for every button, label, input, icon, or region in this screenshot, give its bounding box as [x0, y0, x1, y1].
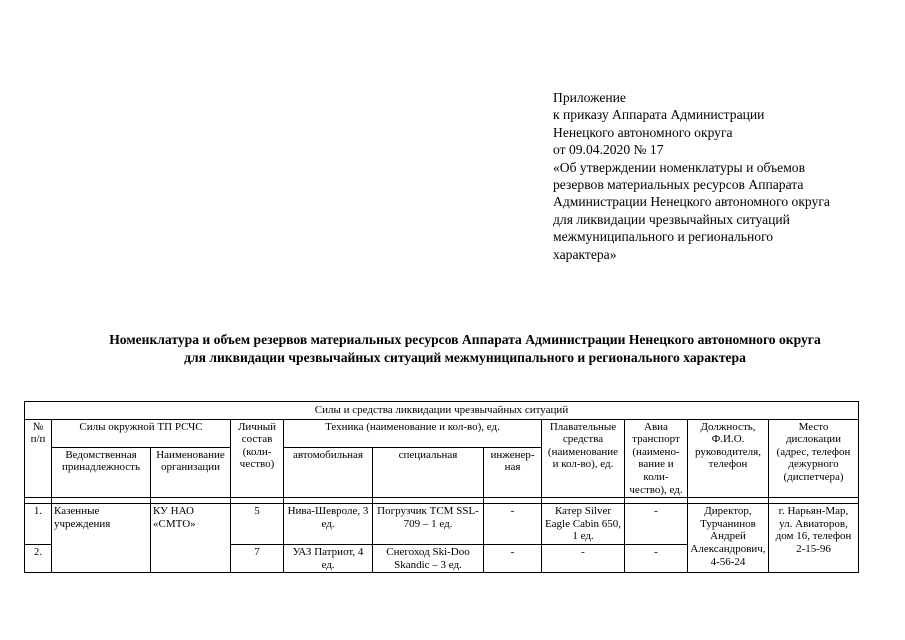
- header-engineering: инженер- ная: [484, 447, 542, 498]
- appendix-line: характера»: [553, 246, 617, 262]
- appendix-line: межмуниципального и регионального: [553, 229, 774, 245]
- air-cell: -: [625, 504, 688, 545]
- header-technique: Техника (наименование и кол-во), ед.: [284, 419, 542, 447]
- floating-cell: Катер Silver Eagle Cabin 650, 1 ед.: [542, 504, 625, 545]
- appendix-line: от 09.04.2020 № 17: [553, 142, 664, 158]
- air-cell: -: [625, 544, 688, 572]
- engineering-cell: -: [484, 544, 542, 572]
- row-number: 1.: [25, 504, 52, 545]
- header-air: Авиа транспорт (наимено- вание и коли- чество), ед.: [625, 419, 688, 498]
- header-position: Должность, Ф.И.О. руководителя, телефон: [688, 419, 769, 498]
- location-cell: г. Нарьян-Мар, ул. Авиаторов, дом 16, телефон 2-15-96: [769, 504, 859, 573]
- special-cell: Снегоход Ski-Doo Skandic – 3 ед.: [373, 544, 484, 572]
- appendix-line: для ликвидации чрезвычайных ситуаций: [553, 211, 790, 227]
- appendix-line: Ненецкого автономного округа: [553, 124, 733, 140]
- header-forces: Силы окружной ТП РСЧС: [52, 419, 231, 447]
- organization-cell: КУ НАО «СМТО»: [151, 504, 231, 573]
- header-location: Место дислокации (адрес, телефон дежурного (диспетчера): [769, 419, 859, 498]
- automobile-cell: УАЗ Патриот, 4 ед.: [284, 544, 373, 572]
- header-staff: Личный состав (коли- чество): [231, 419, 284, 498]
- title-line-1: Номенклатура и объем резервов материальных ресурсов Аппарата Администрации Ненецкого автономного округа: [109, 332, 821, 347]
- appendix-line: Приложение: [553, 90, 626, 105]
- engineering-cell: -: [484, 504, 542, 545]
- appendix-line: резервов материальных ресурсов Аппарата: [553, 177, 804, 193]
- document-title: [40, 331, 890, 367]
- header-number: № п/п: [25, 419, 52, 498]
- title-line-2: для ликвидации чрезвычайных ситуаций межмуниципального и регионального характера: [184, 350, 746, 365]
- header-department: Ведомственная принадлежность: [52, 447, 151, 498]
- floating-cell: -: [542, 544, 625, 572]
- automobile-cell: Нива-Шевроле, 3 ед.: [284, 504, 373, 545]
- header-special: специальная: [373, 447, 484, 498]
- row-number: 2.: [25, 544, 52, 572]
- appendix-line: «Об утверждении номенклатуры и объемов: [553, 159, 806, 175]
- appendix-line: Администрации Ненецкого автономного округа: [553, 194, 830, 210]
- resources-table: [24, 401, 859, 573]
- position-cell: Директор, Турчанинов Андрей Александрович, 4-56-24: [688, 504, 769, 573]
- header-main: Силы и средства ликвидации чрезвычайных ситуаций: [25, 402, 859, 420]
- staff-cell: 5: [231, 504, 284, 545]
- department-cell: Казенные учреждения: [52, 504, 151, 573]
- header-automobile: автомобильная: [284, 447, 373, 498]
- staff-cell: 7: [231, 544, 284, 572]
- table-row: [25, 504, 859, 545]
- header-organization: Наименование организации: [151, 447, 231, 498]
- special-cell: Погрузчик ТСМ SSL-709 – 1 ед.: [373, 504, 484, 545]
- appendix-line: к приказу Аппарата Администрации: [553, 107, 765, 123]
- appendix-block: [553, 89, 893, 263]
- header-floating: Плавательные средства (наименование и кол-во), ед.: [542, 419, 625, 498]
